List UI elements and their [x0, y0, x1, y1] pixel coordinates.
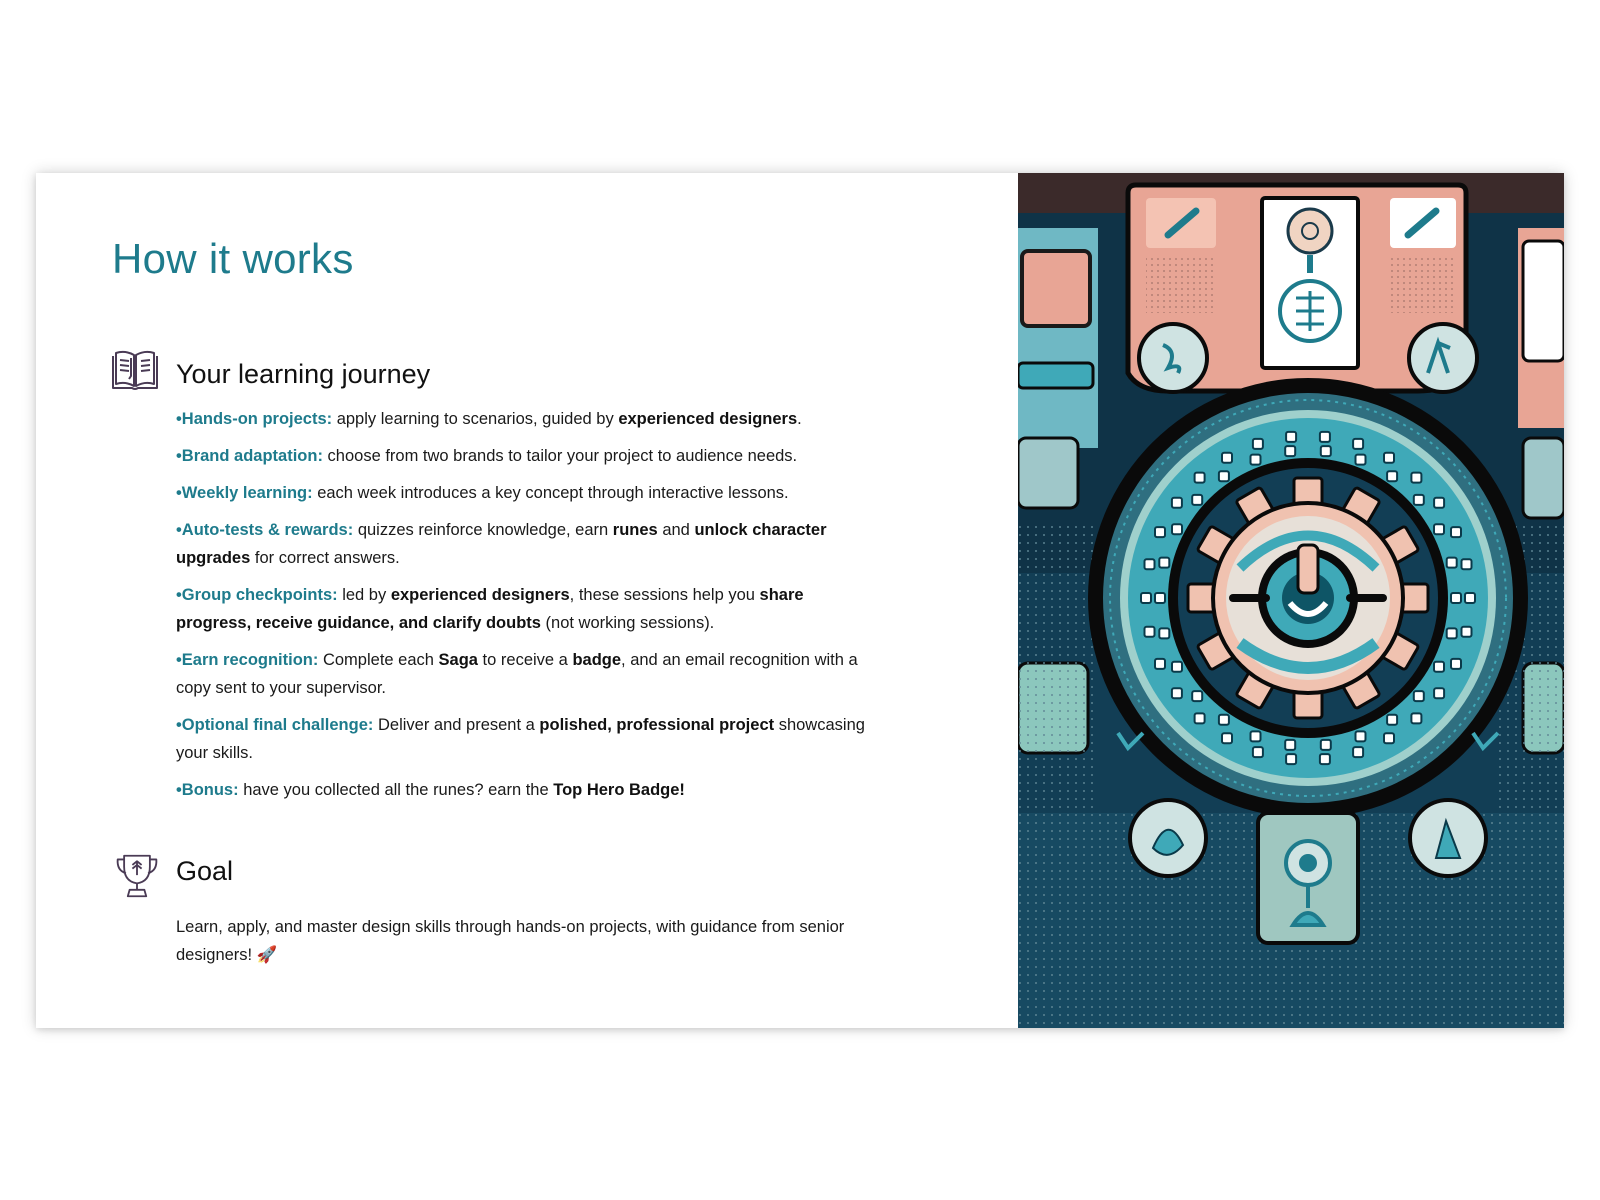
ring-rune — [1155, 659, 1165, 669]
journey-item-text: , these sessions help you — [569, 586, 760, 604]
journey-item-text: to receive a — [477, 651, 573, 669]
journey-item-emphasis: Saga — [438, 651, 478, 669]
ring-rune — [1434, 662, 1444, 672]
journey-item-lead: •Optional final challenge: — [176, 716, 374, 734]
journey-item-lead: •Weekly learning: — [176, 484, 313, 502]
ring-rune — [1353, 747, 1363, 757]
page-title: How it works — [112, 235, 354, 282]
ring-rune — [1451, 593, 1461, 603]
ring-rune — [1465, 593, 1475, 603]
ring-rune — [1172, 662, 1182, 672]
journey-item — [176, 516, 876, 572]
journey-item-lead: •Brand adaptation: — [176, 447, 323, 465]
ring-rune — [1286, 432, 1296, 442]
journey-item — [176, 442, 876, 470]
ring-rune — [1387, 471, 1397, 481]
journey-item-text: Complete each — [318, 651, 439, 669]
ring-rune — [1159, 558, 1169, 568]
journey-item-text: and — [657, 521, 695, 539]
ring-rune — [1434, 498, 1444, 508]
journey-item-text: apply learning to scenarios, guided by — [332, 410, 619, 428]
open-book-icon — [110, 348, 160, 394]
goal-heading: Goal — [176, 856, 234, 886]
ring-rune — [1195, 713, 1205, 723]
ring-rune — [1285, 446, 1295, 456]
ring-rune — [1384, 453, 1394, 463]
journey-item-text: for correct answers. — [250, 549, 400, 567]
ring-rune — [1434, 524, 1444, 534]
ring-rune — [1451, 527, 1461, 537]
ring-rune — [1321, 446, 1331, 456]
ring-rune — [1447, 628, 1457, 638]
ring-rune — [1192, 691, 1202, 701]
ring-rune — [1155, 527, 1165, 537]
journey-item — [176, 405, 876, 433]
journey-item-text: choose from two brands to tailor your project to audience needs. — [322, 447, 798, 465]
journey-item-lead: •Hands-on projects: — [176, 410, 333, 428]
journey-item-lead: •Auto-tests & rewards: — [176, 521, 354, 539]
ring-rune — [1356, 455, 1366, 465]
ring-rune — [1320, 432, 1330, 442]
journey-item-text: Deliver and present a — [373, 716, 540, 734]
ring-rune — [1384, 733, 1394, 743]
journey-item-lead: •Earn recognition: — [176, 651, 319, 669]
ring-rune — [1414, 691, 1424, 701]
journey-item-text: showcasing your skills. — [176, 716, 865, 762]
ring-rune — [1414, 495, 1424, 505]
ring-rune — [1411, 713, 1421, 723]
ring-rune — [1286, 754, 1296, 764]
ring-rune — [1145, 627, 1155, 637]
ring-rune — [1353, 439, 1363, 449]
journey-item-text: each week introduces a key concept through interactive lessons. — [312, 484, 789, 502]
ring-rune — [1251, 731, 1261, 741]
ring-rune — [1356, 731, 1366, 741]
journey-item-emphasis: runes — [612, 521, 658, 539]
journey-item-lead: •Group checkpoints: — [176, 586, 338, 604]
journey-item-text: led by — [337, 586, 391, 604]
ring-rune — [1320, 754, 1330, 764]
slide-content — [36, 173, 1018, 1028]
ring-rune — [1462, 627, 1472, 637]
journey-item-emphasis: share progress, receive guidance, and clarify doubts — [176, 586, 804, 632]
goal-text: Learn, apply, and master design skills through hands-on projects, with guidance from senior designers! 🚀 — [176, 918, 845, 964]
trophy-icon — [112, 853, 162, 899]
ring-rune — [1219, 471, 1229, 481]
ring-rune — [1462, 559, 1472, 569]
journey-item — [176, 776, 876, 804]
ring-rune — [1172, 498, 1182, 508]
ring-rune — [1172, 688, 1182, 698]
journey-item-text: , and an email recognition with a copy sent to your supervisor. — [176, 651, 858, 697]
journey-item-text: quizzes reinforce knowledge, earn — [353, 521, 613, 539]
journey-item-emphasis: experienced designers — [390, 586, 570, 604]
journey-item-emphasis: Top Hero Badge! — [553, 781, 685, 799]
journey-item — [176, 646, 876, 702]
ring-rune — [1253, 439, 1263, 449]
ring-rune — [1321, 740, 1331, 750]
ring-rune — [1253, 747, 1263, 757]
journey-item-emphasis: unlock character upgrades — [176, 521, 827, 567]
journey-item-text: have you collected all the runes? earn the — [238, 781, 554, 799]
ring-rune — [1285, 740, 1295, 750]
ring-rune — [1451, 659, 1461, 669]
ring-rune — [1387, 715, 1397, 725]
journey-item-text: (not working sessions). — [540, 614, 715, 632]
ring-rune — [1159, 628, 1169, 638]
gear-emblem-illustration — [1018, 173, 1564, 1028]
journey-item-text: . — [797, 410, 802, 428]
journey-item — [176, 581, 876, 637]
journey-item — [176, 711, 876, 767]
ring-rune — [1172, 524, 1182, 534]
journey-item — [176, 479, 876, 507]
ring-rune — [1447, 558, 1457, 568]
journey-item-lead: •Bonus: — [176, 781, 239, 799]
journey-heading: Your learning journey — [176, 359, 431, 389]
ring-rune — [1434, 688, 1444, 698]
journey-item-emphasis: badge — [572, 651, 622, 669]
slide — [36, 173, 1564, 1028]
ring-rune — [1155, 593, 1165, 603]
ring-rune — [1195, 473, 1205, 483]
ring-rune — [1145, 559, 1155, 569]
journey-list — [176, 405, 876, 813]
ring-rune — [1222, 453, 1232, 463]
illustration — [1018, 173, 1564, 1028]
journey-item-emphasis: experienced designers — [618, 410, 798, 428]
ring-rune — [1251, 455, 1261, 465]
ring-rune — [1222, 733, 1232, 743]
ring-rune — [1141, 593, 1151, 603]
journey-item-emphasis: polished, professional project — [539, 716, 775, 734]
ring-rune — [1219, 715, 1229, 725]
ring-rune — [1192, 495, 1202, 505]
ring-rune — [1411, 473, 1421, 483]
